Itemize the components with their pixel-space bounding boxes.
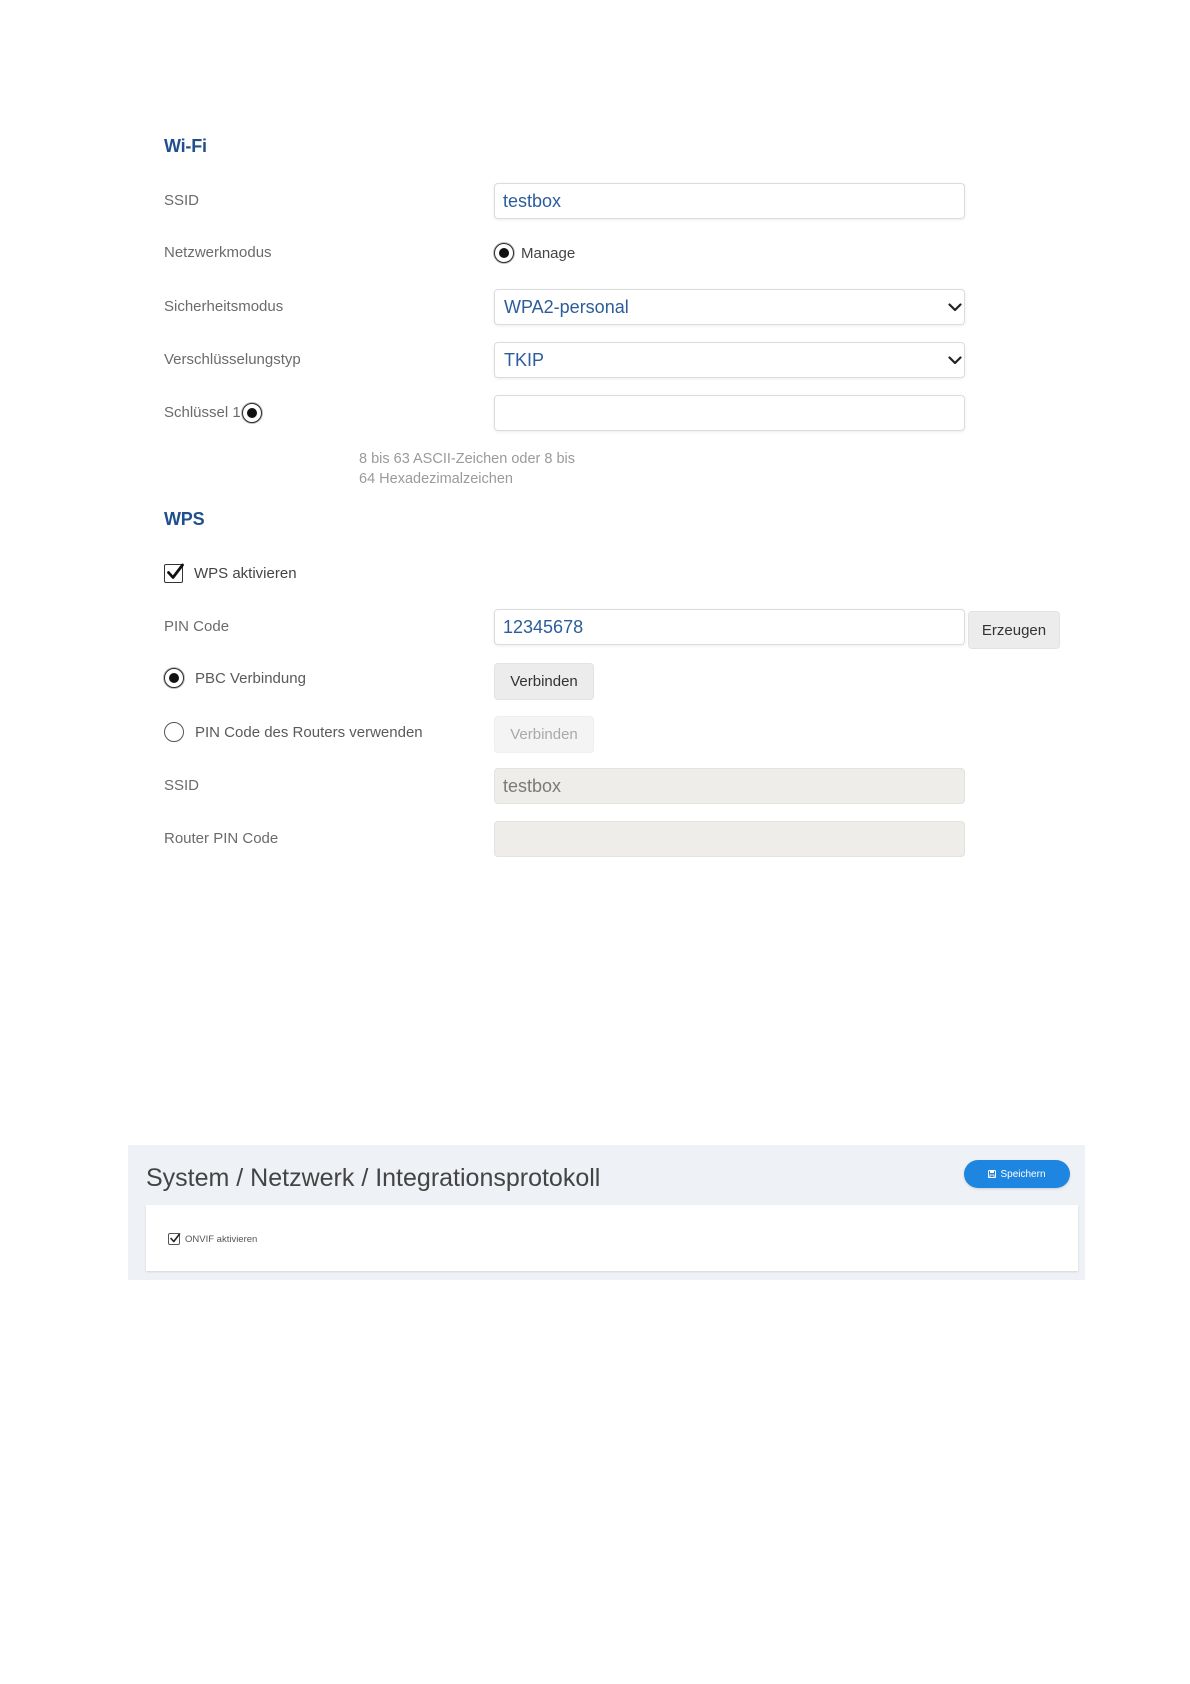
pin-code-label: PIN Code: [164, 618, 230, 635]
key1-label: Schlüssel 1: [164, 404, 241, 421]
wps-enable-label: WPS aktivieren: [194, 564, 297, 582]
ssid-input[interactable]: [494, 183, 965, 219]
network-mode-option-label: Manage: [521, 244, 576, 262]
onvif-label: ONVIF aktivieren: [185, 1233, 258, 1245]
generate-pin-button[interactable]: Erzeugen: [968, 611, 1060, 649]
key1-hint: 8 bis 63 ASCII-Zeichen oder 8 bis 64 Hexadezimalzeichen: [359, 451, 576, 487]
pbc-radio[interactable]: [164, 668, 184, 688]
integration-card: [146, 1205, 1078, 1271]
router-pin-option[interactable]: [164, 714, 423, 750]
network-mode-radio[interactable]: [494, 243, 514, 263]
pin-code-input[interactable]: [494, 609, 965, 645]
network-mode-option[interactable]: [494, 235, 575, 271]
save-button[interactable]: [964, 1160, 1070, 1188]
onvif-option[interactable]: [168, 1230, 257, 1248]
router-pin-connect-button[interactable]: Verbinden: [494, 716, 594, 753]
page-title: System / Netzwerk / Integrationsprotokoll: [146, 1164, 601, 1192]
check-icon: [165, 562, 185, 582]
save-icon: [988, 1170, 996, 1178]
encryption-type-select[interactable]: [494, 342, 965, 378]
security-mode-label: Sicherheitsmodus: [164, 298, 284, 315]
wps-ssid-label: SSID: [164, 777, 200, 794]
encryption-type-label: Verschlüsselungstyp: [164, 351, 301, 368]
check-icon: [169, 1232, 181, 1244]
key1-radio[interactable]: [242, 403, 262, 423]
onvif-checkbox[interactable]: [168, 1233, 180, 1245]
router-pin-radio[interactable]: [164, 722, 184, 742]
security-mode-select[interactable]: [494, 289, 965, 325]
wifi-heading: Wi-Fi: [164, 136, 207, 156]
wps-heading: WPS: [164, 509, 205, 529]
router-pin-code-input[interactable]: [494, 821, 965, 857]
key1-input[interactable]: [494, 395, 965, 431]
key1-option[interactable]: [164, 395, 262, 431]
ssid-label: SSID: [164, 192, 200, 209]
pbc-label: PBC Verbindung: [195, 669, 306, 687]
router-pin-code-label: Router PIN Code: [164, 830, 279, 847]
integration-panel: [128, 1145, 1085, 1280]
pbc-connect-button[interactable]: Verbinden: [494, 663, 594, 700]
pbc-option[interactable]: [164, 660, 306, 696]
network-mode-label: Netzwerkmodus: [164, 244, 272, 261]
save-button-label: Speichern: [1000, 1168, 1046, 1180]
wps-enable-checkbox[interactable]: [164, 564, 183, 583]
router-pin-label: PIN Code des Routers verwenden: [195, 723, 423, 741]
wps-enable-option[interactable]: [164, 555, 297, 591]
wps-ssid-input[interactable]: [494, 768, 965, 804]
